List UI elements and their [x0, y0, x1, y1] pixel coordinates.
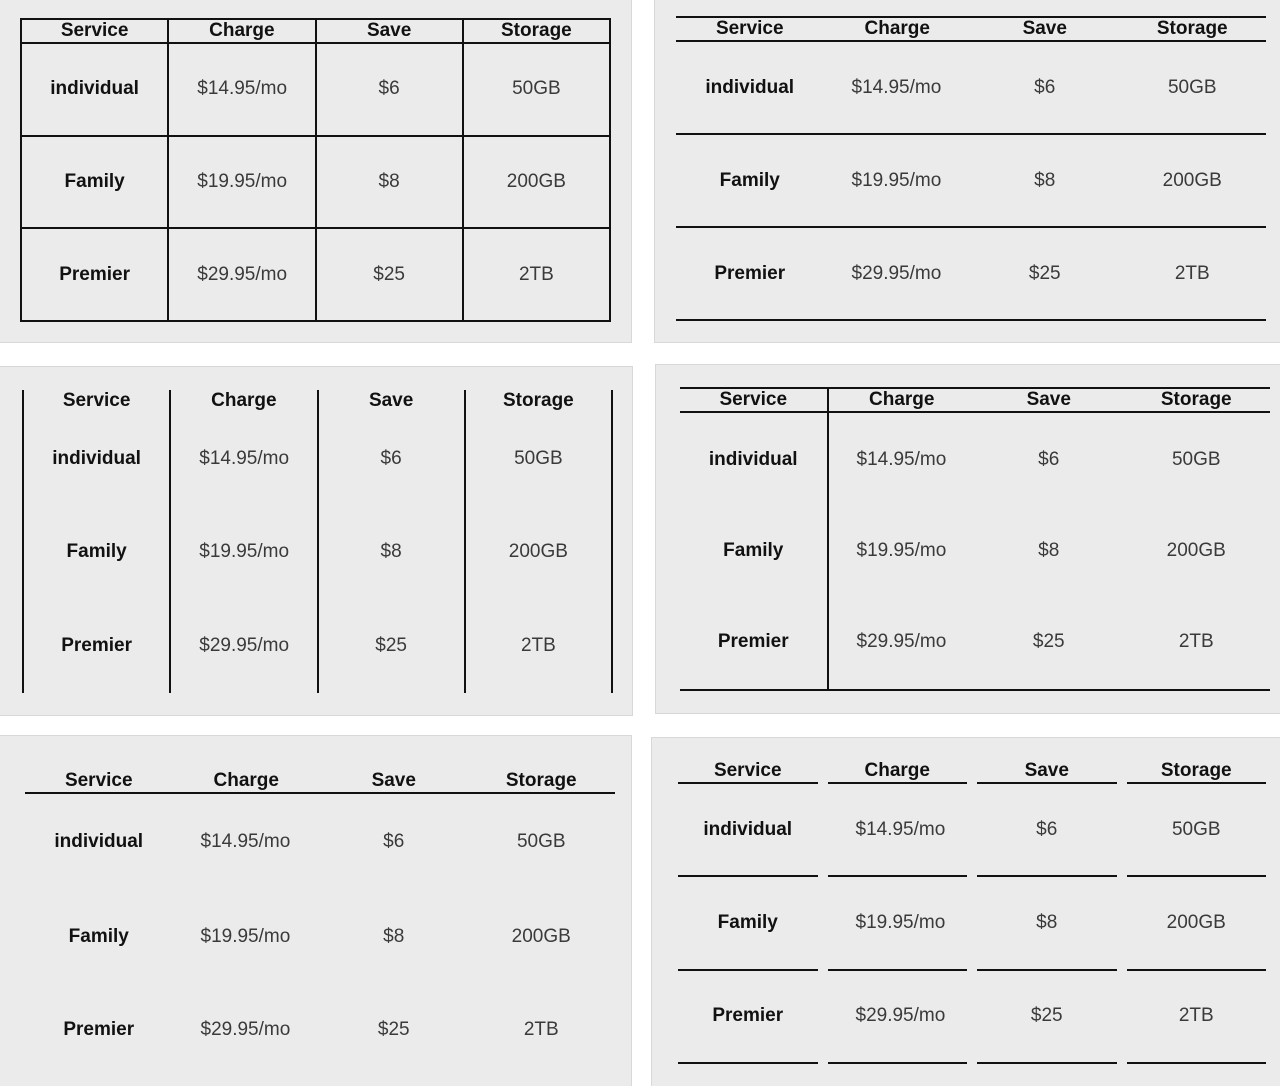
cell-save: $25	[971, 227, 1119, 320]
header-storage: Storage	[468, 770, 616, 793]
cell-save: $6	[318, 412, 465, 506]
cell-storage: 2TB	[1119, 227, 1267, 320]
table-row	[21, 136, 610, 229]
cell-service: individual	[676, 41, 824, 134]
table-row	[678, 784, 1266, 877]
cell-save: $25	[977, 971, 1117, 1064]
cell-charge: $14.95/mo	[170, 412, 317, 506]
cell-storage: 2TB	[1123, 596, 1271, 690]
cell-charge: $14.95/mo	[824, 41, 972, 134]
cell-save: $6	[971, 41, 1119, 134]
cell-charge: $19.95/mo	[168, 136, 315, 229]
table-row	[21, 43, 610, 136]
cell-storage: 50GB	[463, 43, 610, 136]
cell-charge: $19.95/mo	[856, 539, 947, 561]
table-row	[680, 506, 1270, 596]
header-service: Service	[23, 390, 170, 412]
cell-storage: 200GB	[465, 506, 612, 600]
cell-service: individual	[54, 831, 144, 853]
table-row	[21, 228, 610, 321]
cell-service: Family	[680, 506, 828, 596]
cell-service: individual	[23, 412, 170, 506]
table-row	[676, 227, 1266, 320]
header-save: Save	[977, 760, 1117, 784]
cell-charge: $29.95/mo	[170, 599, 317, 693]
cell-save: $6	[977, 784, 1117, 877]
cell-charge: $14.95/mo	[200, 831, 291, 853]
cell-storage: 200GB	[1127, 877, 1267, 970]
table-row	[676, 134, 1266, 227]
header-row	[23, 390, 612, 412]
cell-save: $25	[377, 1018, 410, 1040]
cell-save: $25	[316, 228, 463, 321]
cell-save: $6	[316, 43, 463, 136]
cell-service: individual	[678, 784, 818, 877]
cell-charge: $14.95/mo	[168, 43, 315, 136]
cell-storage: 2TB	[463, 228, 610, 321]
header-service: Service	[676, 17, 824, 41]
pricing-table-frame-lines	[680, 387, 1270, 691]
table-row	[23, 506, 612, 600]
cell-storage: 200GB	[1166, 539, 1226, 561]
table-row	[680, 412, 1270, 506]
cell-service: Family	[678, 877, 818, 970]
cell-save: $8	[383, 925, 405, 947]
header-row	[21, 19, 610, 43]
header-row	[678, 760, 1266, 784]
header-charge: Charge	[828, 388, 976, 412]
cell-save: $6	[383, 831, 405, 853]
cell-storage: 50GB	[1127, 784, 1267, 877]
table-row	[23, 599, 612, 693]
cell-service: Premier	[21, 228, 168, 321]
header-save: Save	[975, 388, 1123, 412]
cell-charge: $19.95/mo	[828, 877, 968, 970]
cell-charge: $19.95/mo	[824, 134, 972, 227]
header-storage: Storage	[465, 390, 612, 412]
cell-save: $8	[318, 506, 465, 600]
pricing-table-cell-underlines	[668, 760, 1276, 1064]
header-row	[25, 770, 615, 793]
header-row	[680, 388, 1270, 412]
header-storage: Storage	[463, 19, 610, 43]
cell-save: $8	[1038, 539, 1060, 561]
pricing-table-header-underline	[25, 770, 615, 1076]
header-service: Service	[21, 19, 168, 43]
cell-charge: $29.95/mo	[200, 1018, 291, 1040]
cell-service: Family	[676, 134, 824, 227]
header-storage: Storage	[1123, 388, 1271, 412]
header-service: Service	[680, 388, 828, 412]
cell-storage: 200GB	[463, 136, 610, 229]
cell-service: Premier	[63, 1018, 135, 1040]
table-row	[25, 793, 615, 890]
cell-save: $25	[318, 599, 465, 693]
cell-service: Premier	[678, 971, 818, 1064]
cell-charge: $29.95/mo	[828, 971, 968, 1064]
table-row	[676, 41, 1266, 134]
cell-charge: $19.95/mo	[200, 925, 291, 947]
cell-storage: 50GB	[465, 412, 612, 506]
header-save: Save	[318, 390, 465, 412]
pricing-table-vertical-lines	[22, 390, 613, 693]
cell-save: $8	[316, 136, 463, 229]
table-row	[25, 890, 615, 983]
header-charge: Charge	[828, 760, 968, 784]
cell-charge: $29.95/mo	[824, 227, 972, 320]
header-save: Save	[316, 19, 463, 43]
header-charge: Charge	[173, 770, 321, 793]
header-charge: Charge	[170, 390, 317, 412]
cell-storage: 2TB	[523, 1018, 559, 1040]
header-save: Save	[971, 17, 1119, 41]
cell-storage: 200GB	[1119, 134, 1267, 227]
cell-charge: $19.95/mo	[170, 506, 317, 600]
cell-service: individual	[680, 412, 828, 506]
cell-service: Family	[23, 506, 170, 600]
cell-save: $25	[975, 596, 1123, 690]
table-row	[678, 877, 1266, 970]
header-storage: Storage	[1119, 17, 1267, 41]
cell-storage: 2TB	[465, 599, 612, 693]
header-save: Save	[320, 770, 468, 793]
cell-storage: 2TB	[1127, 971, 1267, 1064]
header-service: Service	[25, 770, 173, 793]
cell-charge: $29.95/mo	[828, 596, 976, 690]
table-row	[25, 983, 615, 1076]
cell-save: $8	[977, 877, 1117, 970]
cell-charge: $14.95/mo	[856, 448, 947, 470]
cell-service: individual	[21, 43, 168, 136]
table-row	[678, 971, 1266, 1064]
cell-storage: 50GB	[1171, 448, 1221, 470]
cell-service: Premier	[676, 227, 824, 320]
header-row	[676, 17, 1266, 41]
cell-service: Family	[21, 136, 168, 229]
table-row	[680, 596, 1270, 690]
cell-charge: $14.95/mo	[828, 784, 968, 877]
cell-storage: 50GB	[516, 831, 566, 853]
cell-storage: 50GB	[1119, 41, 1267, 134]
cell-service: Family	[68, 925, 129, 947]
cell-service: Premier	[680, 596, 828, 690]
header-storage: Storage	[1127, 760, 1267, 784]
header-charge: Charge	[824, 17, 972, 41]
cell-charge: $29.95/mo	[168, 228, 315, 321]
header-charge: Charge	[168, 19, 315, 43]
cell-storage: 200GB	[511, 925, 571, 947]
cell-save: $8	[971, 134, 1119, 227]
header-service: Service	[678, 760, 818, 784]
cell-service: Premier	[23, 599, 170, 693]
pricing-table-full-grid	[20, 18, 611, 322]
cell-save: $6	[1038, 448, 1060, 470]
pricing-table-horizontal-lines	[676, 16, 1266, 321]
table-row	[23, 412, 612, 506]
